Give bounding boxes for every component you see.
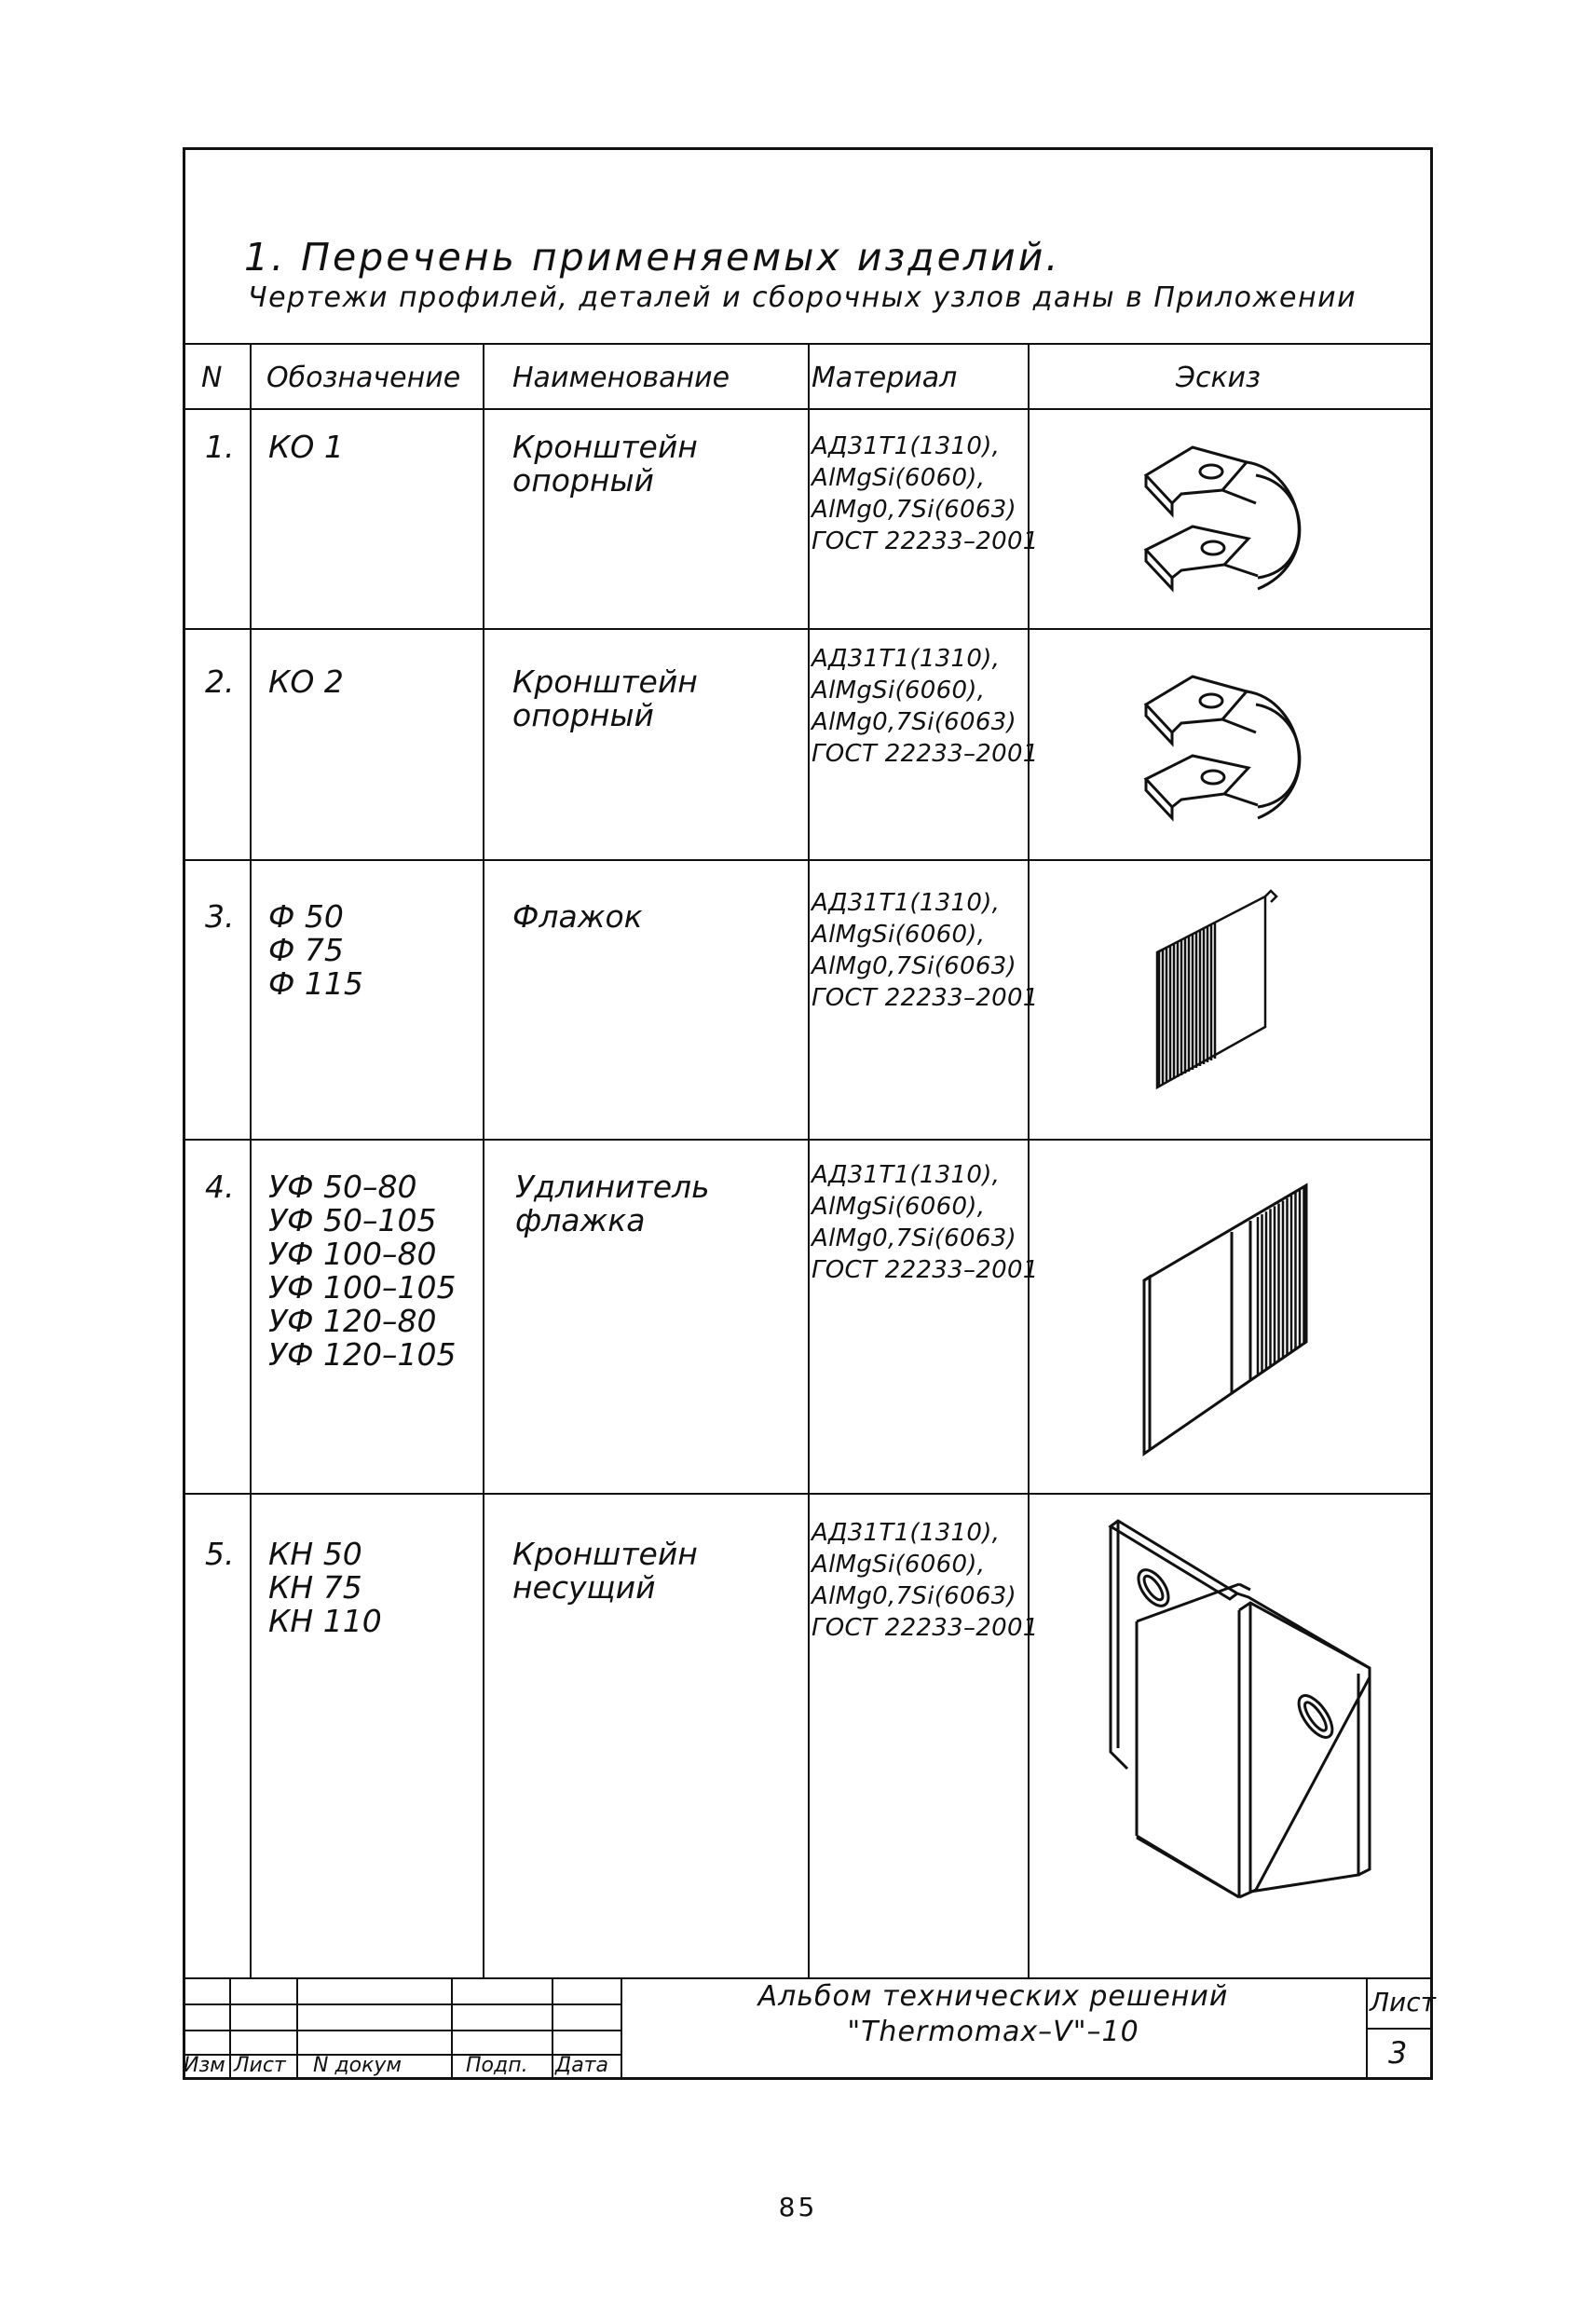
tb-label-doc: N докум [313, 2054, 402, 2077]
titleblock-col [229, 1977, 231, 2080]
page-subtitle: Чертежи профилей, деталей и сборочных узлов даны в Приложении [248, 281, 1357, 314]
col-header-material: Материал [812, 362, 958, 394]
sheet-number: 3 [1388, 2035, 1408, 2071]
page-number: 85 [778, 2192, 818, 2222]
row-material: АД31Т1(1310), AlMgSi(6060), AlMg0,7Si(6063) ГОСТ 22233–2001 [812, 432, 1039, 555]
titleblock-col [552, 1977, 553, 2080]
row-number: 1. [205, 429, 235, 465]
row-name: Флажок [512, 898, 643, 935]
col-line [808, 343, 810, 1977]
col-header-number: N [201, 362, 223, 394]
bearing-bracket-icon [1099, 1510, 1398, 1920]
titleblock-col [296, 1977, 298, 2080]
row-material: АД31Т1(1310), AlMgSi(6060), AlMg0,7Si(6063) ГОСТ 22233–2001 [812, 1519, 1039, 1642]
bracket-support-icon [1137, 667, 1332, 844]
sheet-label: Лист [1370, 1987, 1436, 2017]
tb-label-sign: Подп. [466, 2054, 528, 2077]
row-name: Удлинитель флажка [515, 1169, 710, 1238]
titleblock-row-line [183, 2030, 621, 2031]
page-title: 1. Перечень применяемых изделий. [244, 235, 1061, 280]
bracket-support-icon [1137, 438, 1332, 615]
row-material: АД31Т1(1310), AlMgSi(6060), AlMg0,7Si(6063) ГОСТ 22233–2001 [812, 889, 1039, 1012]
titleblock-sheet-line [1366, 2028, 1433, 2030]
row-number: 3. [205, 898, 235, 935]
flag-profile-icon [1146, 887, 1295, 1097]
row-name: Кронштейн опорный [512, 663, 698, 733]
row-number: 5. [205, 1536, 235, 1572]
col-line [483, 343, 484, 1977]
col-header-sketch: Эскиз [1176, 362, 1262, 394]
row-designation: Ф 50 Ф 75 Ф 115 [268, 898, 363, 1002]
document-title: Альбом технических решений "Thermomax–V"–10 [757, 1980, 1229, 2048]
col-header-name: Наименование [512, 362, 730, 394]
tb-label-rev: Изм [184, 2054, 225, 2077]
tb-label-date: Дата [555, 2054, 608, 2077]
col-header-designation: Обозначение [266, 362, 461, 394]
flag-extender-icon [1139, 1176, 1325, 1460]
row-name: Кронштейн несущий [512, 1536, 698, 1606]
row-number: 4. [205, 1169, 235, 1205]
col-line [250, 343, 252, 1977]
row-material: АД31Т1(1310), AlMgSi(6060), AlMg0,7Si(6063) ГОСТ 22233–2001 [812, 1161, 1039, 1284]
row-number: 2. [205, 663, 235, 700]
row-designation: КО 1 [268, 429, 344, 465]
row-designation: КО 2 [268, 663, 344, 700]
titleblock-col [451, 1977, 453, 2080]
tb-label-sheet: Лист [234, 2054, 286, 2077]
titleblock-row-line [183, 2003, 621, 2005]
row-name: Кронштейн опорный [512, 429, 698, 499]
row-designation: КН 50 КН 75 КН 110 [268, 1536, 382, 1639]
row-material: АД31Т1(1310), AlMgSi(6060), AlMg0,7Si(6063) ГОСТ 22233–2001 [812, 645, 1039, 768]
row-designation: УФ 50–80 УФ 50–105 УФ 100–80 УФ 100–105 УФ 120–80 УФ 120–105 [268, 1169, 457, 1373]
